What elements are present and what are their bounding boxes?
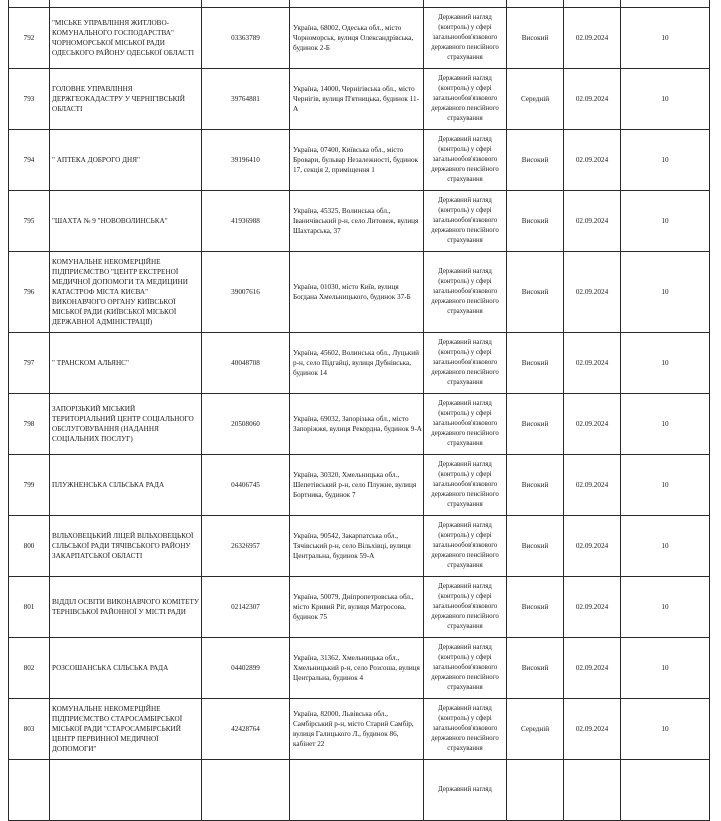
- control-type: Державний нагляд (контроль) у сфері загальнообов'язкового державного пенсійного страхування: [424, 69, 507, 130]
- inspection-date: 02.09.2024: [564, 516, 621, 577]
- risk-level: Високий: [507, 455, 564, 516]
- edrpou-code: 26326957: [202, 516, 290, 577]
- document-page: [8, 0, 710, 821]
- inspection-date: 02.09.2024: [564, 577, 621, 638]
- row-number: 793: [9, 69, 50, 130]
- entity-address: Україна, 07400, Київська обл., місто Бровари, бульвар Незалежності, будинок 17, секція 2, приміщення 1: [290, 130, 424, 191]
- control-type: Державний нагляд (контроль) у сфері загальнообов'язкового державного пенсійного страхування: [424, 638, 507, 699]
- control-type: Державний нагляд (контроль) у сфері загальнообов'язкового державного пенсійного страхування: [424, 191, 507, 252]
- entity-name: КОМУНАЛЬНЕ НЕКОМЕРЦІЙНЕ ПІДПРИЄМСТВО "ЦЕНТР ЕКСТРЕНОЇ МЕДИЧНОЇ ДОПОМОГИ ТА МЕДИЦИНИ КАТАСТРОФ МІСТА КИЄВА" ВИКОНАВЧОГО ОРГАНУ КИЇВСЬКОЇ МІСЬКОЇ РАДИ (КИЇВСЬКОЇ МІСЬКОЇ ДЕРЖАВНОЇ АДМІНІСТРАЦІЇ): [50, 252, 202, 333]
- row-number: 795: [9, 191, 50, 252]
- inspection-date: 02.09.2024: [564, 455, 621, 516]
- entity-address: Україна, 90542, Закарпатська обл., Тячівський р-н, село Вільхівці, вулиця Центральна, будинок 59-А: [290, 516, 424, 577]
- table-row: [9, 577, 710, 638]
- control-type: Державний нагляд (контроль) у сфері загальнообов'язкового державного пенсійного страхування: [424, 516, 507, 577]
- control-type: [424, 0, 507, 8]
- control-type: Державний нагляд (контроль) у сфері загальнообов'язкового державного пенсійного страхування: [424, 455, 507, 516]
- inspection-date: 02.09.2024: [564, 252, 621, 333]
- duration-days: [621, 760, 710, 821]
- risk-level: Високий: [507, 8, 564, 69]
- control-type: Державний нагляд (контроль) у сфері загальнообов'язкового державного пенсійного страхування: [424, 333, 507, 394]
- risk-level: Високий: [507, 191, 564, 252]
- risk-level: Високий: [507, 516, 564, 577]
- duration-days: 10: [621, 8, 710, 69]
- entity-name: [50, 0, 202, 8]
- duration-days: 10: [621, 455, 710, 516]
- entity-address: Україна, 82000, Львівська обл., Самбірський р-н, місто Старий Самбір, вулиця Галицького Л., будинок 86, кабінет 22: [290, 699, 424, 760]
- edrpou-code: 40048708: [202, 333, 290, 394]
- entity-address: Україна, 69032, Запорізька обл., місто Запоріжжя, вулиця Рекордна, будинок 9-А: [290, 394, 424, 455]
- risk-level: Середній: [507, 69, 564, 130]
- entity-name: КОМУНАЛЬНЕ НЕКОМЕРЦІЙНЕ ПІДПРИЄМСТВО СТАРОСАМБІРСЬКОЇ МІСЬКОЇ РАДИ "СТАРОСАМБІРСЬКИЙ ЦЕНТР ПЕРВИННОЇ МЕДИЧНОЇ ДОПОМОГИ": [50, 699, 202, 760]
- control-type: Державний нагляд (контроль) у сфері загальнообов'язкового державного пенсійного страхування: [424, 252, 507, 333]
- table-row: [9, 455, 710, 516]
- inspection-date: 02.09.2024: [564, 699, 621, 760]
- entity-address: Україна, 50079, Дніпропетровська обл., місто Кривий Ріг, вулиця Матросова, будинок 75: [290, 577, 424, 638]
- control-type: Державний нагляд (контроль) у сфері загальнообов'язкового державного пенсійного страхування: [424, 130, 507, 191]
- row-number: 800: [9, 516, 50, 577]
- entity-name: ГОЛОВНЕ УПРАВЛІННЯ ДЕРЖГЕОКАДАСТРУ У ЧЕРНІГІВСЬКІЙ ОБЛАСТІ: [50, 69, 202, 130]
- row-number: 803: [9, 699, 50, 760]
- inspection-date: 02.09.2024: [564, 8, 621, 69]
- duration-days: 10: [621, 69, 710, 130]
- entity-address: Україна, 45602, Волинська обл., Луцький р-н, село Підгайці, вулиця Дубнівська, будинок 14: [290, 333, 424, 394]
- row-number: 798: [9, 394, 50, 455]
- duration-days: [621, 0, 710, 8]
- risk-level: [507, 760, 564, 821]
- inspection-date: 02.09.2024: [564, 130, 621, 191]
- entity-name: ВІДДІЛ ОСВІТИ ВИКОНАВЧОГО КОМІТЕТУ ТЕРНІВСЬКОЇ РАЙОННОЇ У МІСТІ РАДИ: [50, 577, 202, 638]
- risk-level: Високий: [507, 130, 564, 191]
- edrpou-code: 02142307: [202, 577, 290, 638]
- risk-level: Високий: [507, 577, 564, 638]
- table-row: [9, 516, 710, 577]
- row-number: [9, 760, 50, 821]
- risk-level: Високий: [507, 638, 564, 699]
- control-type: Державний нагляд (контроль) у сфері загальнообов'язкового державного пенсійного страхування: [424, 8, 507, 69]
- entity-name: ВІЛЬХОВЕЦЬКИЙ ЛІЦЕЙ ВІЛЬХОВЕЦЬКОЇ СІЛЬСЬКОЇ РАДИ ТЯЧІВСЬКОГО РАЙОНУ ЗАКАРПАТСЬКОЇ ОБЛАСТІ: [50, 516, 202, 577]
- table-row: [9, 69, 710, 130]
- table-row: [9, 394, 710, 455]
- edrpou-code: 39764881: [202, 69, 290, 130]
- duration-days: 10: [621, 333, 710, 394]
- inspection-plan-table: [8, 0, 710, 821]
- entity-name: "ШАХТА № 9 "НОВОВОЛИНСЬКА": [50, 191, 202, 252]
- row-number: 799: [9, 455, 50, 516]
- entity-name: [50, 760, 202, 821]
- duration-days: 10: [621, 394, 710, 455]
- table-row: [9, 191, 710, 252]
- inspection-date: 02.09.2024: [564, 69, 621, 130]
- control-type: Державний нагляд: [424, 760, 507, 821]
- duration-days: 10: [621, 191, 710, 252]
- row-number: 797: [9, 333, 50, 394]
- edrpou-code: 04402899: [202, 638, 290, 699]
- risk-level: Високий: [507, 394, 564, 455]
- inspection-date: 02.09.2024: [564, 394, 621, 455]
- duration-days: 10: [621, 516, 710, 577]
- control-type: Державний нагляд (контроль) у сфері загальнообов'язкового державного пенсійного страхування: [424, 394, 507, 455]
- entity-address: Україна, 31362, Хмельницька обл., Хмельницький р-н, село Розсоша, вулиця Центральна, будинок 4: [290, 638, 424, 699]
- entity-address: Україна, 14000, Чернігівська обл., місто Чернігів, вулиця П'ятницька, будинок 11-А: [290, 69, 424, 130]
- risk-level: Середній: [507, 699, 564, 760]
- inspection-date: [564, 0, 621, 8]
- edrpou-code: 20508060: [202, 394, 290, 455]
- duration-days: 10: [621, 577, 710, 638]
- inspection-date: [564, 760, 621, 821]
- inspection-date: 02.09.2024: [564, 638, 621, 699]
- table-row: [9, 333, 710, 394]
- entity-address: [290, 0, 424, 8]
- table-row: [9, 130, 710, 191]
- edrpou-code: 42428764: [202, 699, 290, 760]
- control-type: Державний нагляд (контроль) у сфері загальнообов'язкового державного пенсійного страхування: [424, 699, 507, 760]
- risk-level: Високий: [507, 252, 564, 333]
- edrpou-code: 41936988: [202, 191, 290, 252]
- entity-name: " АПТЕКА ДОБРОГО ДНЯ": [50, 130, 202, 191]
- entity-name: ЗАПОРІЗЬКИЙ МІСЬКИЙ ТЕРИТОРІАЛЬНИЙ ЦЕНТР СОЦІАЛЬНОГО ОБСЛУГОВУВАННЯ (НАДАННЯ СОЦІАЛЬНИХ ПОСЛУГ): [50, 394, 202, 455]
- entity-address: Україна, 45325, Волинська обл., Іваничівський р-н, село Литовеж, вулиця Шахтарська, 37: [290, 191, 424, 252]
- risk-level: [507, 0, 564, 8]
- table-row: [9, 252, 710, 333]
- row-number: 801: [9, 577, 50, 638]
- row-number: 792: [9, 8, 50, 69]
- entity-name: ПЛУЖНЕНСЬКА СІЛЬСЬКА РАДА: [50, 455, 202, 516]
- entity-name: РОЗСОШАНСЬКА СІЛЬСЬКА РАДА: [50, 638, 202, 699]
- edrpou-code: 03363789: [202, 8, 290, 69]
- risk-level: Високий: [507, 333, 564, 394]
- entity-address: Україна, 30320, Хмельницька обл., Шепетівський р-н, село Плужне, вулиця Бортника, будинок 7: [290, 455, 424, 516]
- duration-days: 10: [621, 638, 710, 699]
- duration-days: 10: [621, 699, 710, 760]
- entity-address: Україна, 68002, Одеська обл., місто Чорноморськ, вулиця Олександрівська, будинок 2-Б: [290, 8, 424, 69]
- row-number: 794: [9, 130, 50, 191]
- row-number: 802: [9, 638, 50, 699]
- duration-days: 10: [621, 130, 710, 191]
- inspection-date: 02.09.2024: [564, 191, 621, 252]
- table-row: [9, 8, 710, 69]
- table-row: [9, 760, 710, 821]
- duration-days: 10: [621, 252, 710, 333]
- inspection-date: 02.09.2024: [564, 333, 621, 394]
- edrpou-code: 39196410: [202, 130, 290, 191]
- edrpou-code: 39007616: [202, 252, 290, 333]
- edrpou-code: [202, 0, 290, 8]
- entity-name: " ТРАНСКОМ АЛЬЯНС": [50, 333, 202, 394]
- table-row: [9, 699, 710, 760]
- edrpou-code: [202, 760, 290, 821]
- row-number: 796: [9, 252, 50, 333]
- control-type: Державний нагляд (контроль) у сфері загальнообов'язкового державного пенсійного страхування: [424, 577, 507, 638]
- table-row: [9, 638, 710, 699]
- entity-address: Україна, 01030, місто Київ, вулиця Богдана Хмельницького, будинок 37-Б: [290, 252, 424, 333]
- edrpou-code: 04406745: [202, 455, 290, 516]
- table-row: [9, 0, 710, 8]
- entity-address: [290, 760, 424, 821]
- entity-name: "МІСЬКЕ УПРАВЛІННЯ ЖИТЛОВО-КОМУНАЛЬНОГО ГОСПОДАРСТВА" ЧОРНОМОРСЬКОЇ МІСЬКОЇ РАДИ ОДЕСЬКОГО РАЙОНУ ОДЕСЬКОЇ ОБЛАСТІ: [50, 8, 202, 69]
- row-number: [9, 0, 50, 8]
